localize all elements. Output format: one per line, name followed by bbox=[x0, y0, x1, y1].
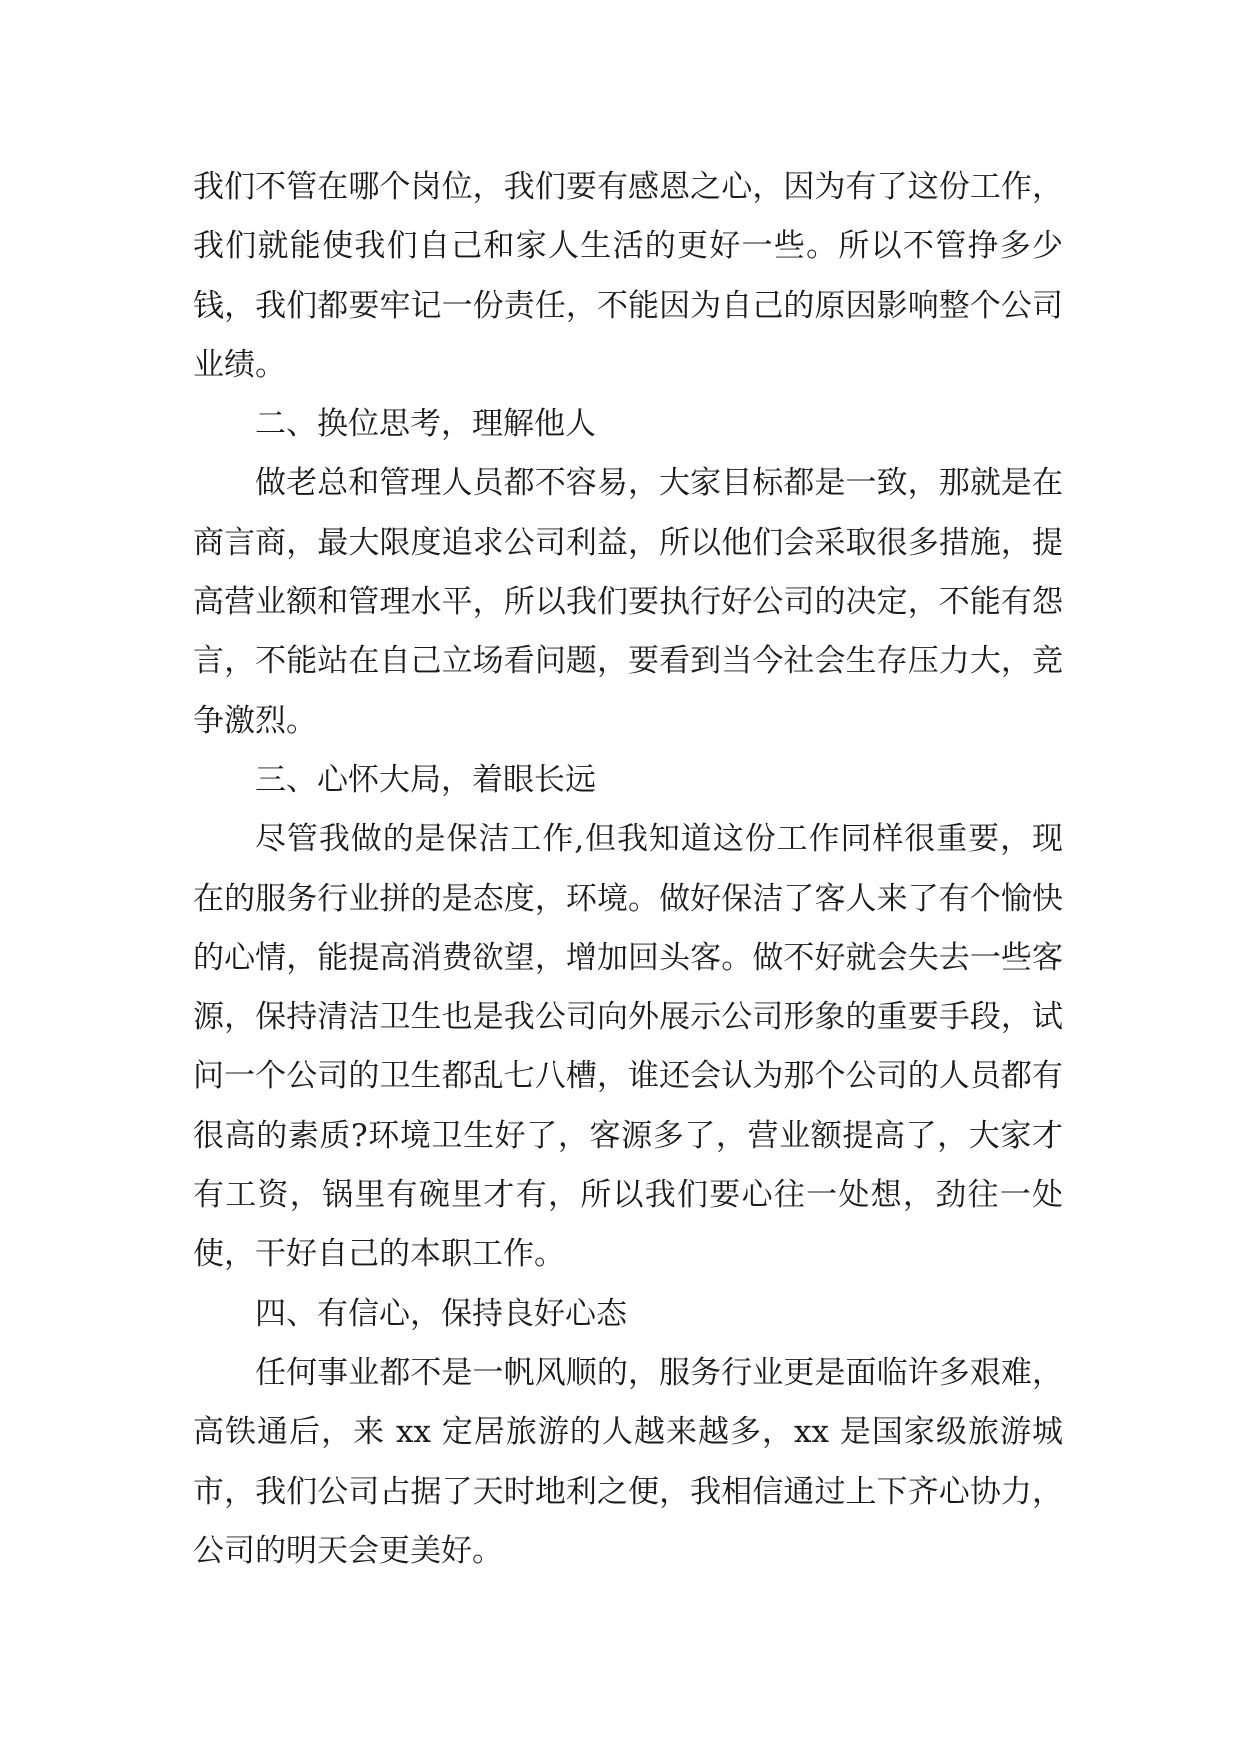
paragraph-big-picture: 尽管我做的是保洁工作,但我知道这份工作同样很重要，现在的服务行业拼的是态度，环境。做好保洁了客人来了有个愉快的心情，能提高消费欲望，增加回头客。做不好就会失去一些客源，保持清洁卫生也是我公司向外展示公司形象的重要手段，试问一个公司的卫生都乱七八槽，谁还会认为那个公司的人员都有很高的素质?环境卫生好了，客源多了，营业额提高了，大家才有工资，锅里有碗里才有，所以我们要心往一处想，劲往一处使，干好自己的本职工作。 bbox=[193, 821, 1063, 1273]
section-heading-3: 三、心怀大局，着眼长远 bbox=[255, 761, 596, 798]
paragraph-perspective: 做老总和管理人员都不容易，大家目标都是一致，那就是在商言商，最大限度追求公司利益，所以他们会采取很多措施，提高营业额和管理水平，所以我们要执行好公司的决定，不能有怨言，不能站在自己立场看问题，要看到当今社会生存压力大，竞争激烈。 bbox=[193, 465, 1063, 739]
section-heading-2: 二、换位思考，理解他人 bbox=[255, 406, 596, 443]
section-heading-4: 四、有信心，保持良好心态 bbox=[255, 1295, 627, 1332]
paragraph-gratitude: 我们不管在哪个岗位，我们要有感恩之心，因为有了这份工作，我们就能使我们自己和家人生活的更好一些。所以不管挣多少钱，我们都要牢记一份责任，不能因为自己的原因影响整个公司业绩。 bbox=[193, 169, 1063, 383]
document-body bbox=[193, 158, 1063, 1581]
paragraph-confidence: 任何事业都不是一帆风顺的，服务行业更是面临许多艰难，高铁通后，来 xx 定居旅游的人越来越多，xx 是国家级旅游城市，我们公司占据了天时地利之便，我相信通过上下齐心协力，公司的明天会更美好。 bbox=[193, 1354, 1063, 1569]
